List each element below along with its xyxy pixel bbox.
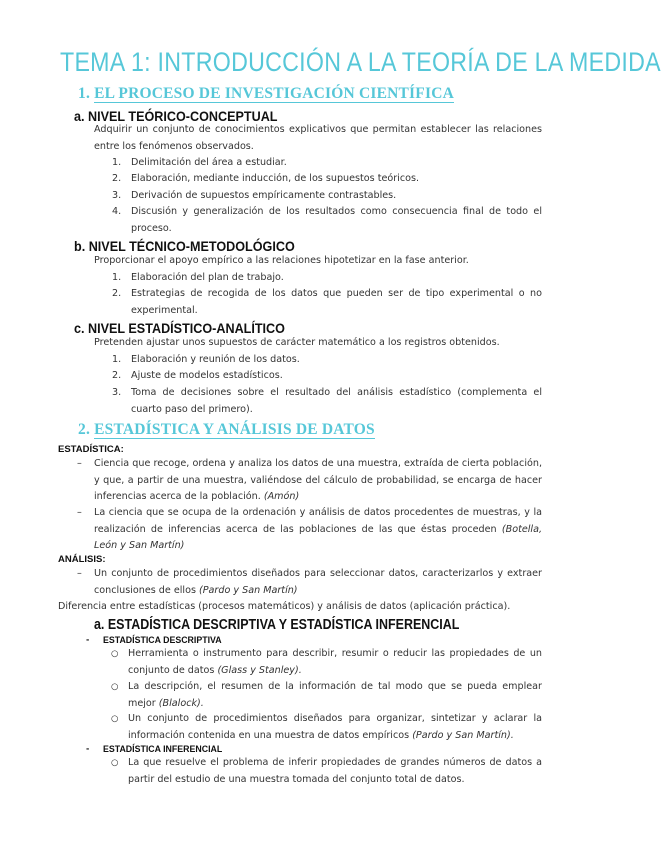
dash-bullet: –: [77, 568, 82, 579]
section2-title: ESTADÍSTICA Y ANÁLISIS DE DATOS: [94, 421, 375, 438]
list-item: Estrategias de recogida de los datos que pueden ser de tipo experimental o no experimental.: [131, 288, 542, 316]
analisis-label: ANÁLISIS:: [58, 554, 106, 565]
list-number: 3.: [112, 190, 122, 201]
section1-b-marker: b.: [74, 238, 86, 254]
list-item: Discusión y generalización de los resultados como consecuencia final de todo el proceso.: [131, 206, 542, 234]
list-number: 1.: [112, 272, 122, 283]
list-number: 3.: [112, 387, 122, 398]
section1-c-marker: c.: [74, 320, 85, 336]
section2-a-marker: a.: [94, 617, 105, 633]
list-item: La que resuelve el problema de inferir propiedades de grandes números de datos a partir del estudio de una muestra tomada del conjunto total de datos.: [128, 757, 542, 785]
section2-heading: [78, 420, 375, 440]
square-bullet: -: [86, 635, 90, 644]
definition-text: La descripción, el resumen de la información de tal modo que se pueda emplear mejor: [128, 681, 542, 709]
section1-c-intro: Pretenden ajustar unos supuestos de carácter matemático a los registros obtenidos.: [94, 337, 500, 348]
section2-a-title: ESTADÍSTICA DESCRIPTIVA Y ESTADÍSTICA INFERENCIAL: [107, 617, 460, 633]
dash-bullet: –: [77, 458, 82, 469]
citation: (Pardo y San Martín).: [412, 729, 514, 741]
circle-bullet: ○: [111, 649, 119, 659]
list-item: Elaboración del plan de trabajo.: [131, 272, 284, 283]
list-item: Elaboración y reunión de los datos.: [131, 354, 300, 365]
section1-title: EL PROCESO DE INVESTIGACIÓN CIENTÍFICA: [94, 85, 454, 102]
difference-note: Diferencia entre estadísticas (procesos matemáticos) y análisis de datos (aplicación práctica).: [58, 601, 511, 612]
section1-b-title: NIVEL TÉCNICO-METODOLÓGICO: [88, 238, 295, 254]
circle-bullet: ○: [111, 682, 119, 692]
definition-text: Un conjunto de procedimientos diseñados para seleccionar datos, caracterizarlos y extraer conclusiones de ellos: [94, 568, 542, 596]
list-item: [128, 711, 542, 744]
list-number: 2.: [112, 173, 122, 184]
list-number: 1.: [112, 157, 122, 168]
section1-b-intro: Proporcionar el apoyo empírico a las relaciones hipotetizar en la fase anterior.: [94, 255, 469, 266]
citation: (Botella, León y San Martín): [94, 523, 542, 551]
circle-bullet: ○: [111, 714, 119, 724]
definition-text: Un conjunto de procedimientos diseñados para organizar, sintetizar y aclarar la información contenida en una muestra de datos empíricos: [128, 713, 542, 741]
list-item: Ajuste de modelos estadísticos.: [131, 370, 283, 381]
list-number: 2.: [112, 288, 122, 299]
section1-a-intro: Adquirir un conjunto de conocimientos explicativos que permitan establecer las relaciones entre los fenómenos observados.: [94, 124, 542, 152]
definition-text: Herramienta o instrumento para describir, resumir o reducir las propiedades de un conjunto de datos: [128, 648, 542, 676]
inferencial-label: ESTADÍSTICA INFERENCIAL: [103, 744, 223, 754]
dash-bullet: –: [77, 507, 82, 518]
descriptiva-label: ESTADÍSTICA DESCRIPTIVA: [103, 635, 222, 645]
list-item: [94, 505, 542, 555]
citation: (Amón): [263, 491, 300, 502]
definition-text: Ciencia que recoge, ordena y analiza los datos de una muestra, extraída de cierta población, y que, a partir de una muestra, valiéndose del cálculo de probabilidad, se encarga de hacer inferencias acerca de la población.: [94, 458, 542, 502]
list-item: Derivación de supuestos empíricamente contrastables.: [131, 190, 397, 201]
section1-c-title: NIVEL ESTADÍSTICO-ANALÍTICO: [88, 320, 285, 336]
section2-a-heading: [94, 616, 459, 634]
definition-text: La ciencia que se ocupa de la ordenación y análisis de datos procedentes de muestras, y la realización de inferencias acerca de las poblaciones de las que éstas proceden: [94, 507, 542, 535]
list-item: Toma de decisiones sobre el resultado del análisis estadístico (complementa el cuarto paso del primero).: [131, 387, 542, 415]
list-item: Elaboración, mediante inducción, de los supuestos teóricos.: [131, 173, 420, 184]
list-item: [128, 646, 542, 679]
list-number: 4.: [112, 206, 122, 217]
citation: (Pardo y San Martín): [199, 584, 298, 596]
list-item: [128, 679, 542, 712]
list-item: [94, 456, 542, 506]
citation: (Blalock).: [158, 697, 204, 709]
section1-heading: [78, 84, 454, 104]
list-item: [94, 566, 542, 599]
circle-bullet: ○: [111, 758, 119, 768]
estadistica-label: ESTADÍSTICA:: [58, 444, 124, 455]
section2-number: 2.: [78, 421, 91, 438]
page-title: TEMA 1: INTRODUCCIÓN A LA TEORÍA DE LA MEDIDA: [60, 47, 661, 77]
section1-number: 1.: [78, 85, 91, 102]
list-number: 2.: [112, 370, 122, 381]
list-item: Delimitación del área a estudiar.: [131, 157, 287, 168]
citation: (Glass y Stanley).: [217, 664, 302, 676]
list-number: 1.: [112, 354, 122, 365]
square-bullet: -: [86, 744, 90, 753]
section1-a-marker: a.: [74, 108, 85, 124]
section1-a-title: NIVEL TEÓRICO-CONCEPTUAL: [88, 108, 278, 124]
